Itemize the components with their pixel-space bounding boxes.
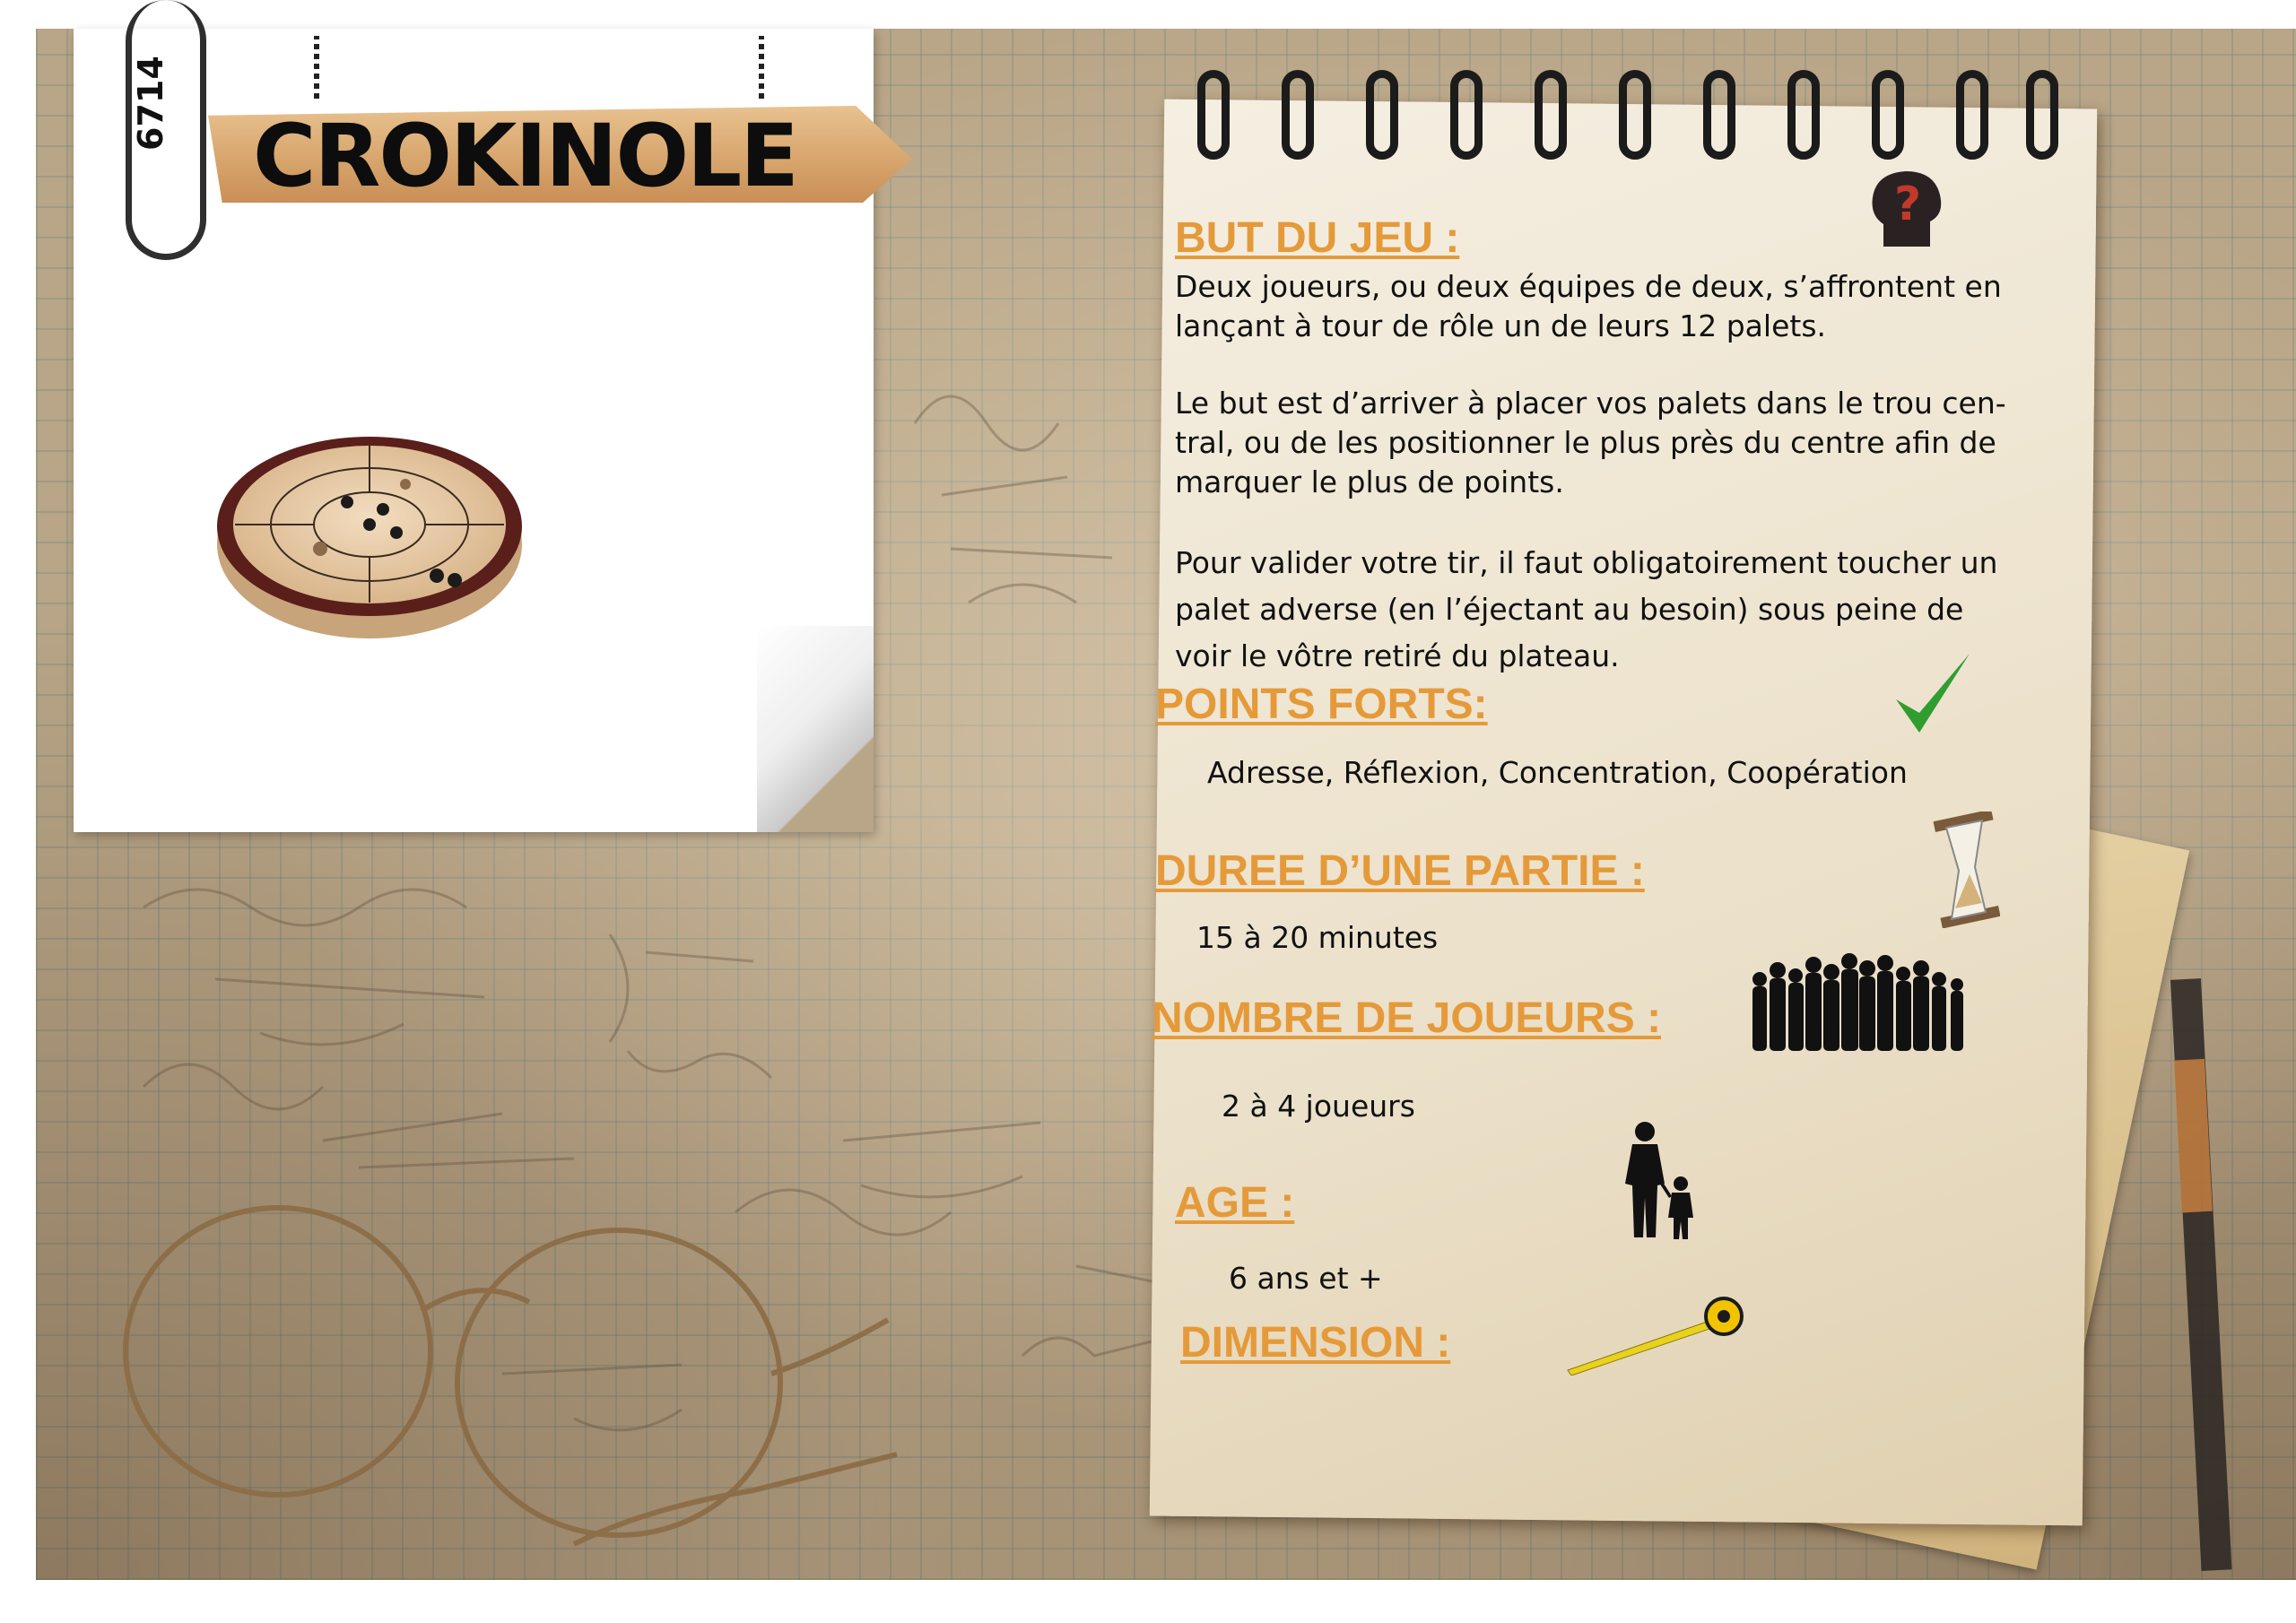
text-line: tral, ou de les positionner le plus près du centre afin de: [1175, 425, 1996, 460]
text-line: Pour valider votre tir, il faut obligatoirement toucher un: [1175, 545, 1998, 580]
section-heading-duree: DUREE D’UNE PARTIE :: [1155, 847, 1645, 895]
spiral-ring: [2026, 70, 2058, 160]
spiral-ring: [1366, 70, 1398, 160]
text-line: Le but est d’arriver à placer vos palets dans le trou cen-: [1175, 386, 2006, 421]
text-line: lançant à tour de rôle un de leurs 12 palets.: [1175, 308, 1826, 343]
hourglass-icon: [1928, 812, 2000, 928]
tape-measure-icon: [1564, 1295, 1752, 1376]
section-heading-but: BUT DU JEU :: [1175, 214, 1460, 262]
section-heading-points-forts: POINTS FORTS:: [1155, 681, 1488, 728]
chain-left-icon: [314, 36, 319, 99]
checkmark-icon: [1892, 650, 1973, 740]
age-text: 6 ans et +: [1229, 1261, 1383, 1296]
spiral-ring: [1956, 70, 1988, 160]
question-head-icon: [1866, 166, 1946, 251]
text-line: marquer le plus de points.: [1175, 464, 1564, 499]
but-paragraph-1: [1175, 267, 2002, 346]
but-paragraph-2: [1175, 384, 2006, 502]
duree-text: 15 à 20 minutes: [1196, 920, 1439, 955]
section-heading-joueurs: NOMBRE DE JOUEURS :: [1152, 994, 1662, 1042]
svg-text:?: ?: [1894, 178, 1922, 231]
spiral-ring: [1872, 70, 1904, 160]
spiral-ring: [1282, 70, 1314, 160]
section-heading-dimension: DIMENSION :: [1180, 1319, 1451, 1367]
crowd-silhouette-icon: [1749, 952, 1969, 1053]
spiral-ring: [1450, 70, 1483, 160]
but-paragraph-3: [1175, 540, 1997, 680]
reference-number: 6714: [131, 56, 170, 151]
text-line: Deux joueurs, ou deux équipes de deux, s’affrontent en: [1175, 269, 2002, 304]
spiral-ring: [1197, 70, 1230, 160]
text-line: palet adverse (en l’éjectant au besoin) sous peine de: [1175, 592, 1964, 627]
section-heading-age: AGE :: [1175, 1179, 1295, 1227]
parent-child-icon: [1620, 1121, 1700, 1242]
spiral-binding: [1197, 70, 2058, 169]
page-curl: [757, 626, 874, 832]
chain-right-icon: [759, 36, 764, 99]
spiral-ring: [1535, 70, 1567, 160]
game-title: CROKINOLE: [253, 106, 797, 206]
spiral-ring: [1703, 70, 1735, 160]
joueurs-text: 2 à 4 joueurs: [1222, 1089, 1415, 1124]
spiral-ring: [1787, 70, 1820, 160]
spiral-ring: [1619, 70, 1651, 160]
points-forts-text: Adresse, Réflexion, Concentration, Coopération: [1207, 755, 1908, 790]
text-line: voir le vôtre retiré du plateau.: [1175, 638, 1620, 673]
